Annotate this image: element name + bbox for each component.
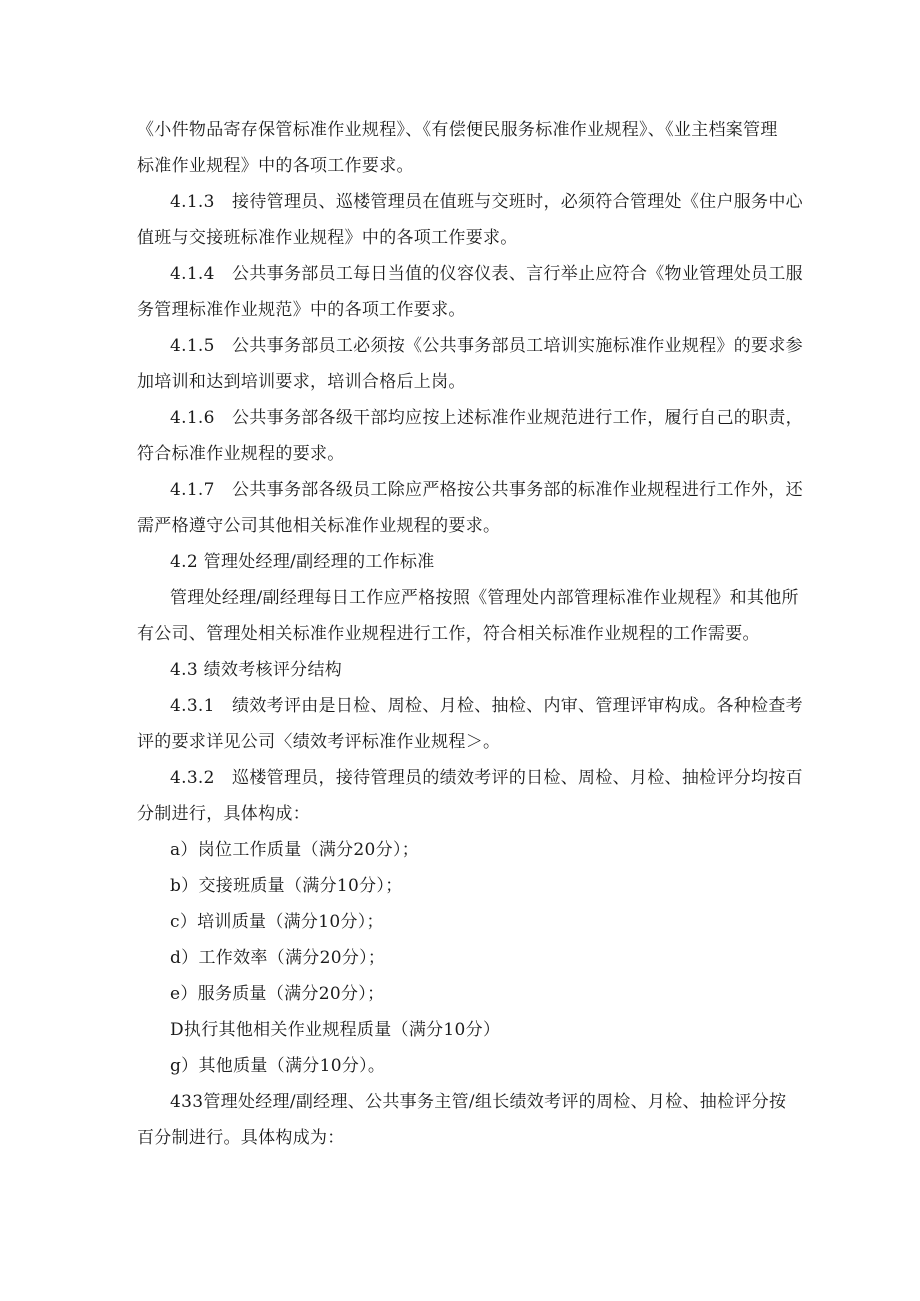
text-line: 4.1.6 公共事务部各级干部均应按上述标准作业规范进行工作，履行自己的职责，	[170, 408, 803, 428]
section-heading: 4.2 管理处经理/副经理的工作标准	[170, 552, 435, 572]
text-line: 4.1.7 公共事务部各级员工除应严格按公共事务部的标准作业规程进行工作外，还	[170, 480, 803, 500]
text-line: 4.1.3 接待管理员、巡楼管理员在值班与交班时，必须符合管理处《住户服务中心	[170, 192, 803, 212]
text-line: 4.3.2 巡楼管理员，接待管理员的绩效考评的日检、周检、月检、抽检评分均按百	[170, 768, 803, 788]
text-line: 433管理处经理/副经理、公共事务主管/组长绩效考评的周检、月检、抽检评分按	[170, 1092, 787, 1112]
text-line: 4.3.1 绩效考评由是日检、周检、月检、抽检、内审、管理评审构成。各种检查考	[170, 696, 803, 716]
list-item: b）交接班质量（满分10分）；	[170, 876, 403, 896]
text-line: 有公司、管理处相关标准作业规程进行工作，符合相关标准作业规程的工作需要。	[137, 624, 760, 644]
list-item: g）其他质量（满分10分）。	[170, 1056, 386, 1076]
text-line: 加培训和达到培训要求，培训合格后上岗。	[137, 372, 466, 392]
text-line: 评的要求详见公司〈绩效考评标准作业规程＞。	[137, 732, 501, 752]
list-item: d）工作效率（满分20分）；	[170, 948, 386, 968]
text-line: 百分制进行。具体构成为：	[137, 1128, 345, 1148]
text-line: 需严格遵守公司其他相关标准作业规程的要求。	[137, 516, 501, 536]
list-item: e）服务质量（满分20分）；	[170, 984, 385, 1004]
text-line: 4.1.4 公共事务部员工每日当值的仪容仪表、言行举止应符合《物业管理处员工服	[170, 264, 803, 284]
text-line: 值班与交接班标准作业规程》中的各项工作要求。	[137, 228, 518, 248]
text-line: 《小件物品寄存保管标准作业规程》、《有偿便民服务标准作业规程》、《业主档案管理	[137, 120, 778, 140]
text-line: 管理处经理/副经理每日工作应严格按照《管理处内部管理标准作业规程》和其他所	[170, 588, 799, 608]
text-line: 符合标准作业规程的要求。	[137, 444, 345, 464]
list-item: a）岗位工作质量（满分20分）；	[170, 840, 420, 860]
text-line: 标准作业规程》中的各项工作要求。	[137, 156, 414, 176]
section-heading: 4.3 绩效考核评分结构	[170, 660, 343, 680]
list-item: D执行其他相关作业规程质量（满分10分）	[170, 1020, 501, 1040]
text-line: 分制进行，具体构成：	[137, 804, 310, 824]
text-line: 4.1.5 公共事务部员工必须按《公共事务部员工培训实施标准作业规程》的要求参	[170, 336, 803, 356]
text-line: 务管理标准作业规范》中的各项工作要求。	[137, 300, 466, 320]
list-item: c）培训质量（满分10分）；	[170, 912, 384, 932]
